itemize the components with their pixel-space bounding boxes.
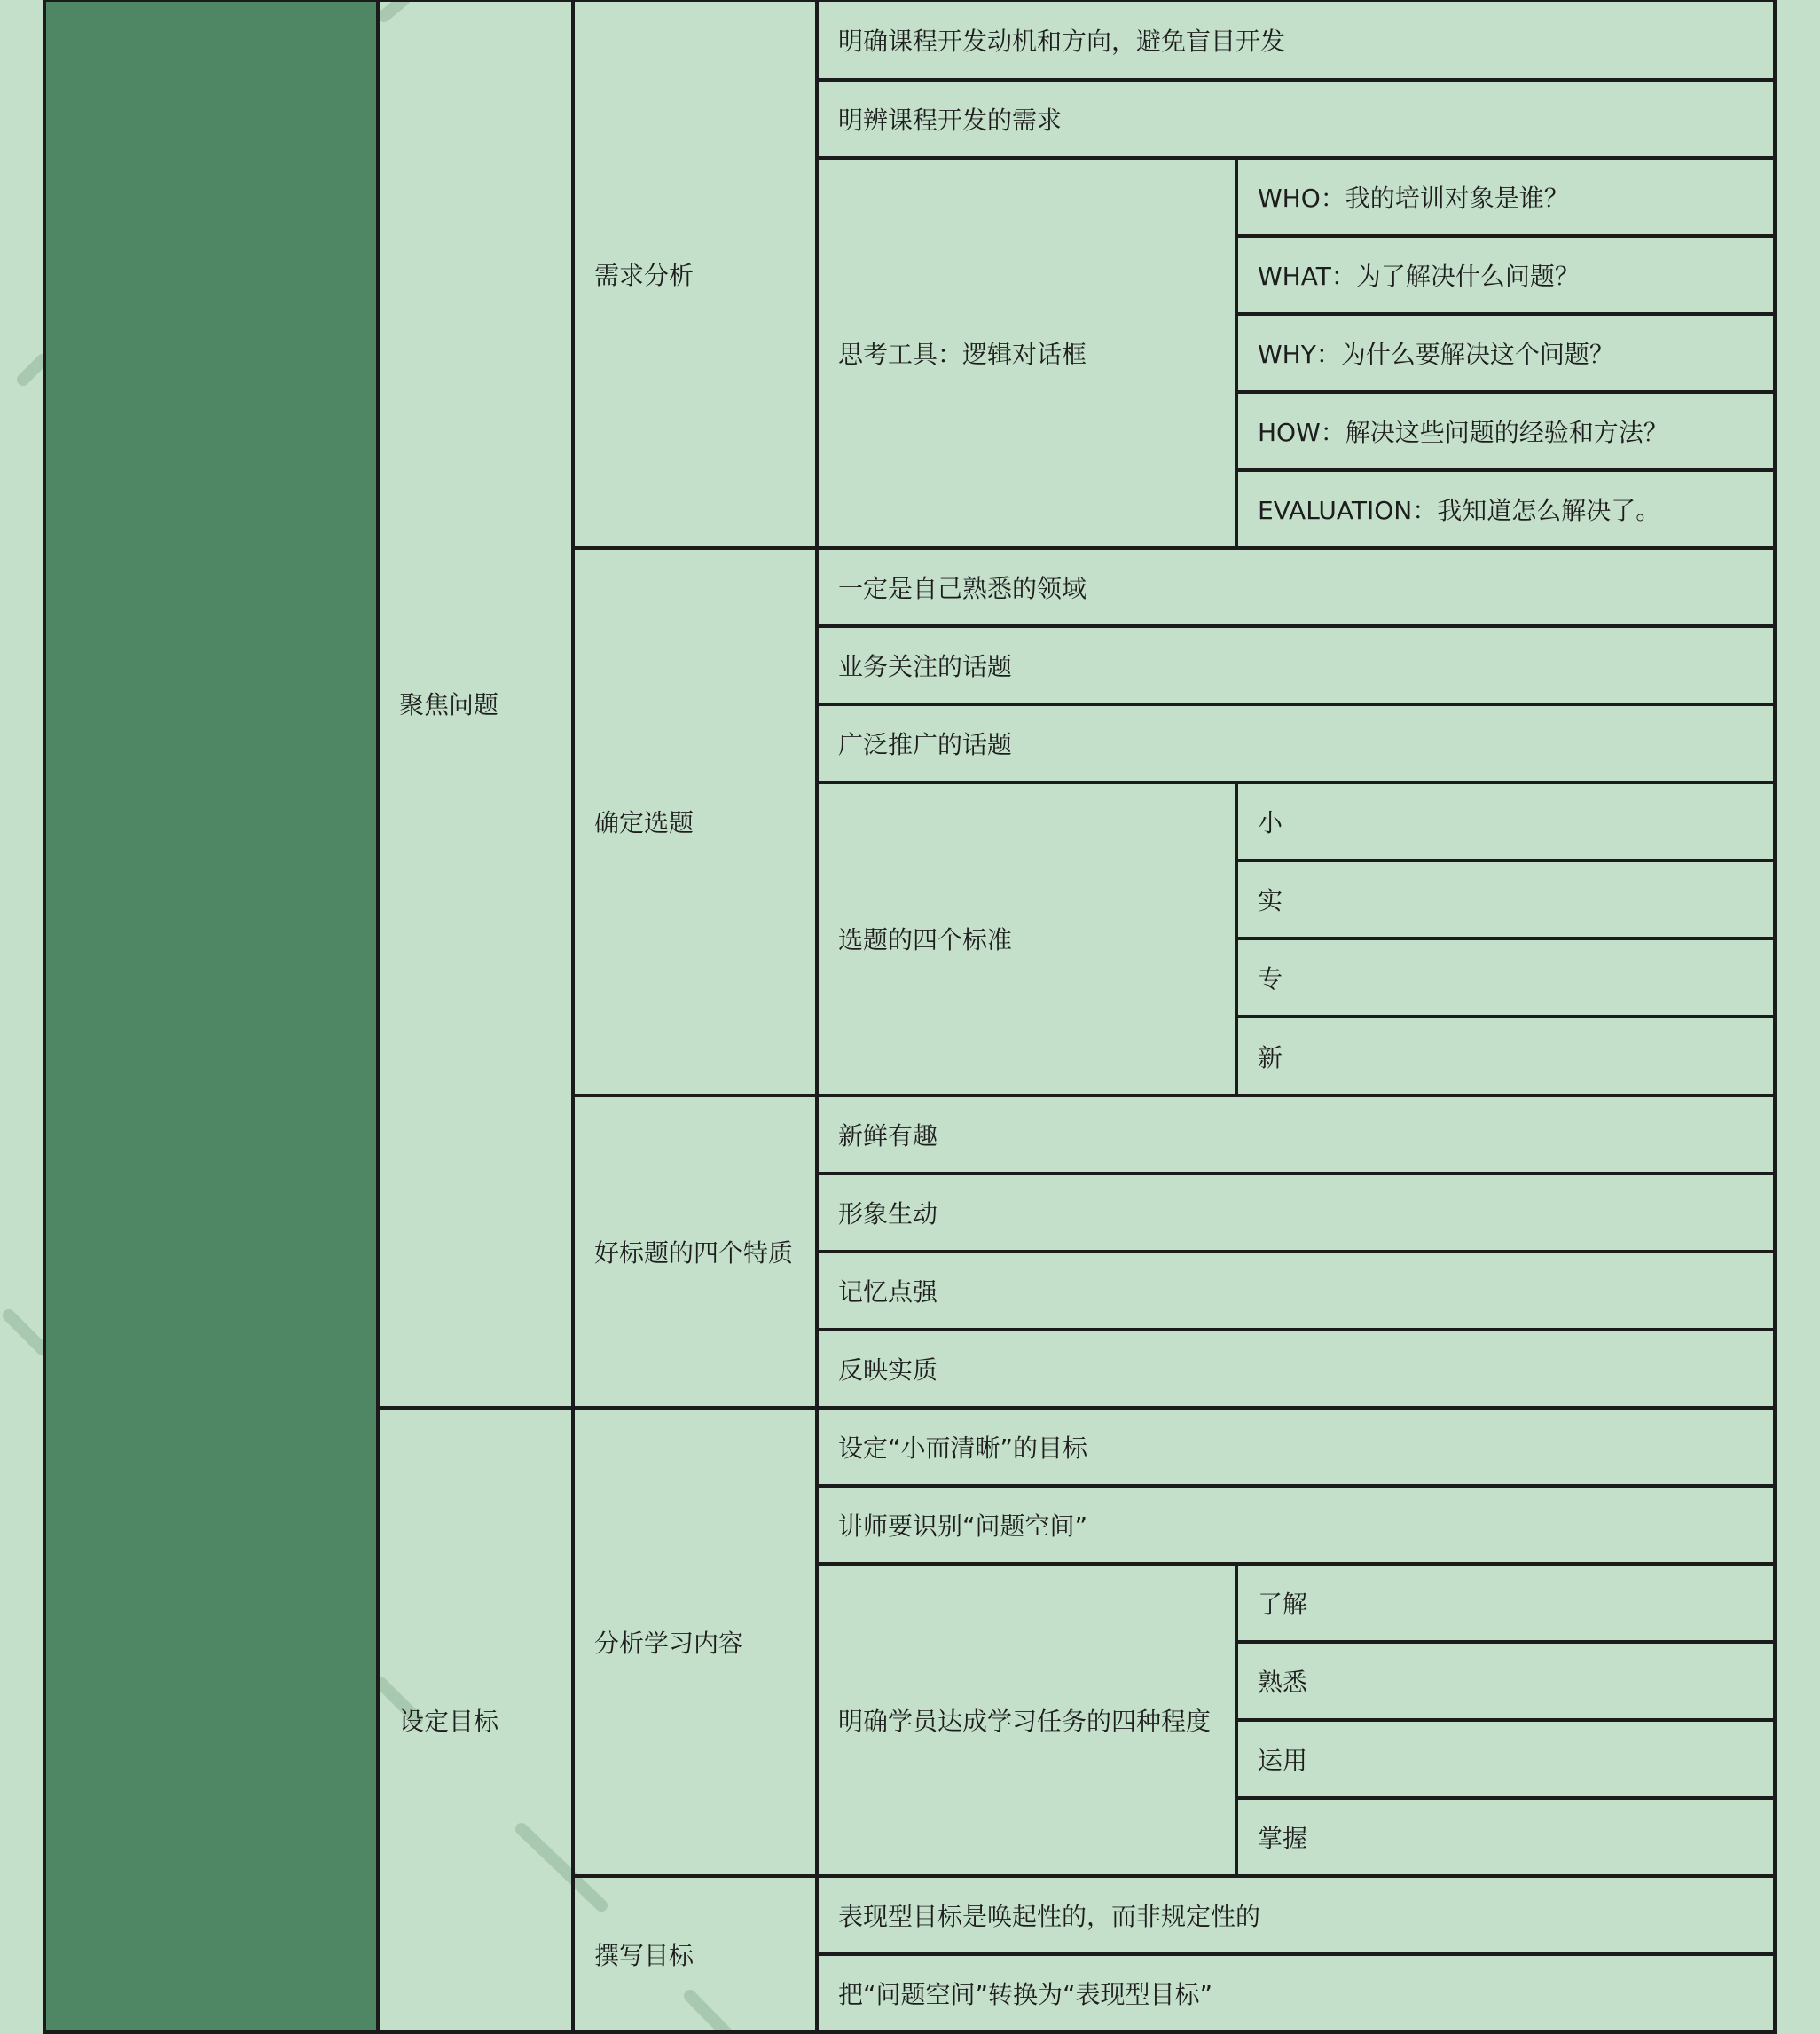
leaf-title-memorable: 记忆点强 [815, 1250, 1777, 1328]
node-needs-analysis: 需求分析 [571, 0, 815, 546]
leaf-needs-motivation: 明确课程开发动机和方向，避免盲目开发 [815, 0, 1777, 78]
leaf-needs-identify: 明辨课程开发的需求 [815, 78, 1777, 156]
node-choose-topic: 确定选题 [571, 546, 815, 1093]
leaf-standard-small: 小 [1235, 781, 1777, 859]
leaf-write-evocative: 表现型目标是唤起性的，而非规定性的 [815, 1874, 1777, 1952]
leaf-title-fresh: 新鲜有趣 [815, 1094, 1777, 1172]
leaf-degree-familiar: 熟悉 [1235, 1640, 1777, 1718]
node-set-goal: 设定目标 [376, 1406, 571, 2030]
root-node [43, 0, 376, 2030]
node-thinking-tool: 思考工具：逻辑对话框 [815, 156, 1235, 546]
leaf-what: WHAT：为了解决什么问题？ [1235, 234, 1777, 312]
leaf-how: HOW：解决这些问题的经验和方法？ [1235, 390, 1777, 468]
leaf-evaluation: EVALUATION：我知道怎么解决了。 [1235, 468, 1777, 546]
leaf-topic-business: 业务关注的话题 [815, 624, 1777, 703]
node-analyze-content: 分析学习内容 [571, 1406, 815, 1874]
node-four-standards: 选题的四个标准 [815, 781, 1235, 1093]
leaf-degree-apply: 运用 [1235, 1718, 1777, 1796]
leaf-who: WHO：我的培训对象是谁？ [1235, 156, 1777, 234]
node-write-goal: 撰写目标 [571, 1874, 815, 2030]
leaf-standard-new: 新 [1235, 1015, 1777, 1093]
node-focus-problem: 聚焦问题 [376, 0, 571, 1406]
leaf-analyze-small-clear: 设定“小而清晰”的目标 [815, 1406, 1777, 1484]
leaf-standard-practical: 实 [1235, 859, 1777, 937]
leaf-topic-promote: 广泛推广的话题 [815, 703, 1777, 781]
leaf-title-essence: 反映实质 [815, 1328, 1777, 1406]
leaf-standard-specialized: 专 [1235, 937, 1777, 1015]
leaf-write-convert: 把“问题空间”转换为“表现型目标” [815, 1952, 1777, 2030]
leaf-degree-master: 掌握 [1235, 1796, 1777, 1874]
leaf-analyze-problem-space: 讲师要识别“问题空间” [815, 1484, 1777, 1562]
node-good-title: 好标题的四个特质 [571, 1094, 815, 1406]
leaf-degree-understand: 了解 [1235, 1562, 1777, 1640]
mind-map-table [43, 0, 1777, 2034]
leaf-topic-familiar: 一定是自己熟悉的领域 [815, 546, 1777, 624]
node-four-degrees: 明确学员达成学习任务的四种程度 [815, 1562, 1235, 1874]
leaf-title-vivid: 形象生动 [815, 1172, 1777, 1250]
leaf-why: WHY：为什么要解决这个问题？ [1235, 312, 1777, 390]
